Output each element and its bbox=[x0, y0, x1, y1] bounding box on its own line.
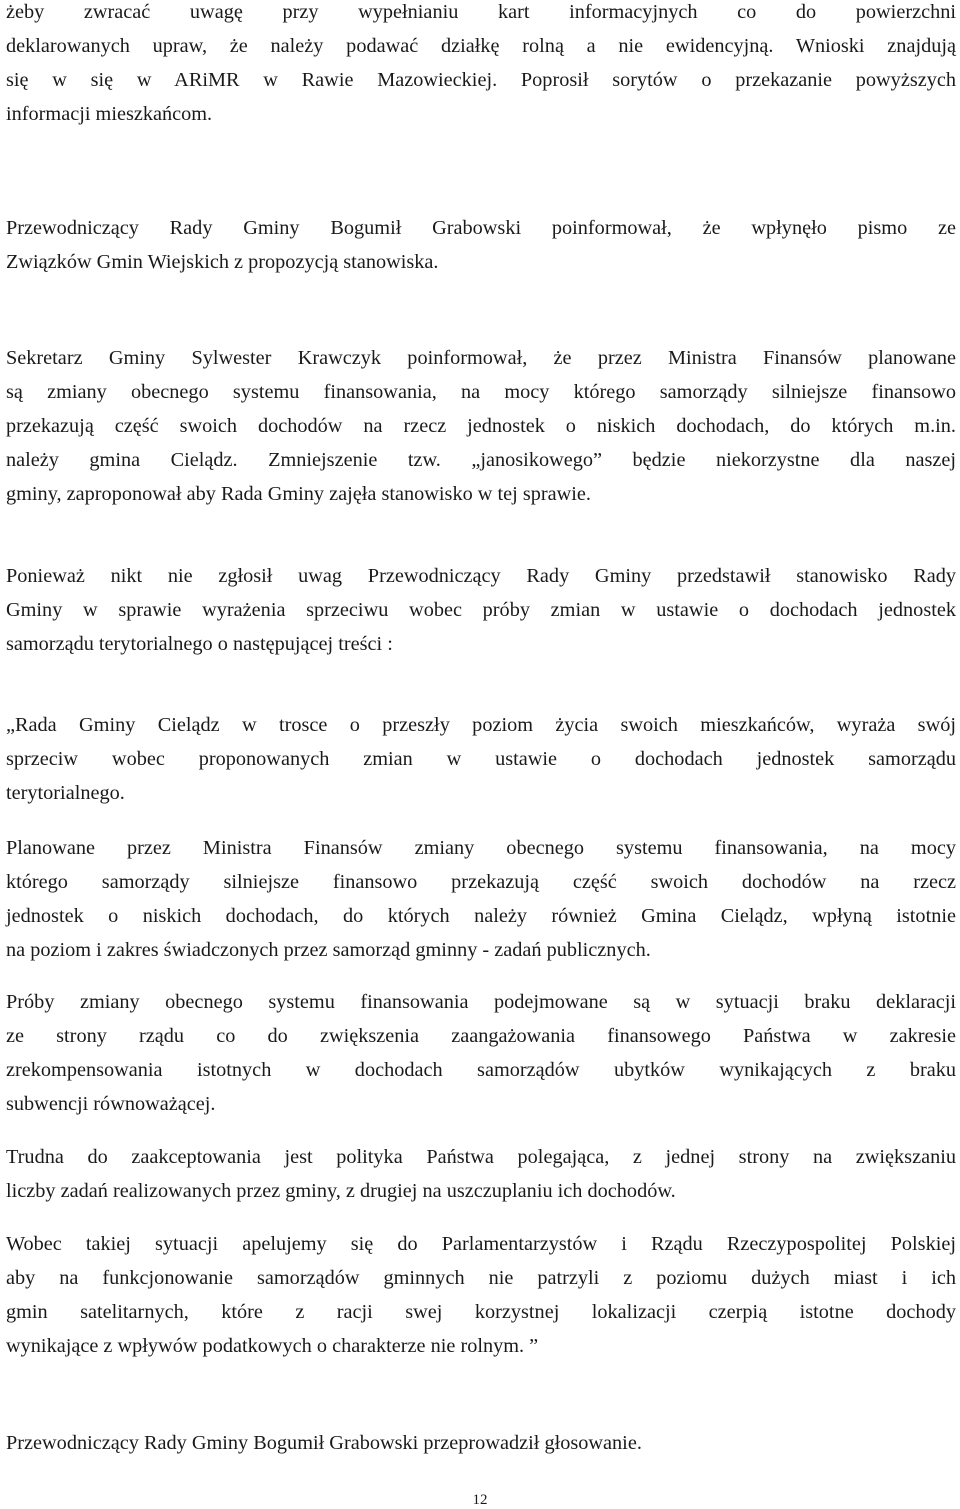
text-line: ze strony rządu co do zwiększenia zaangażowania finansowego Państwa w zakresie bbox=[6, 1025, 956, 1047]
text-line: Ponieważ nikt nie zgłosił uwag Przewodniczący Rady Gminy przedstawił stanowisko Rady bbox=[6, 565, 956, 587]
text-line: zrekompensowania istotnych w dochodach samorządów ubytków wynikających z braku bbox=[6, 1059, 956, 1081]
text-line: deklarowanych upraw, że należy podawać działkę rolną a nie ewidencyjną. Wnioski znajdują bbox=[6, 35, 956, 57]
paragraph-5-quote bbox=[6, 713, 956, 815]
paragraph-6 bbox=[6, 836, 956, 972]
text-line: subwencji równoważącej. bbox=[6, 1093, 216, 1115]
text-line: żeby zwracać uwagę przy wypełnianiu kart informacyjnych co do powierzchni bbox=[6, 1, 956, 23]
text-line: samorządu terytorialnego o następującej treści : bbox=[6, 633, 393, 655]
text-line: Przewodniczący Rady Gminy Bogumił Grabowski poinformował, że wpłynęło pismo ze bbox=[6, 217, 956, 239]
paragraph-2 bbox=[6, 216, 956, 284]
paragraph-7 bbox=[6, 990, 956, 1126]
text-line: liczby zadań realizowanych przez gminy, z drugiej na uszczuplaniu ich dochodów. bbox=[6, 1180, 676, 1202]
text-line: Przewodniczący Rady Gminy Bogumił Grabowski przeprowadził głosowanie. bbox=[6, 1432, 642, 1454]
text-line: gminy, zaproponował aby Rada Gminy zajęła stanowisko w tej sprawie. bbox=[6, 483, 591, 505]
text-line: aby na funkcjonowanie samorządów gminnych nie patrzyli z poziomu dużych miast i ich bbox=[6, 1267, 956, 1289]
text-line: przekazują część swoich dochodów na rzecz jednostek o niskich dochodach, do których m.in. bbox=[6, 415, 956, 437]
text-line: informacji mieszkańcom. bbox=[6, 103, 213, 125]
paragraph-10 bbox=[6, 1431, 956, 1465]
text-line: gmin satelitarnych, które z racji swej korzystnej lokalizacji czerpią istotne dochody bbox=[6, 1301, 956, 1323]
text-line: na poziom i zakres świadczonych przez samorząd gminny - zadań publicznych. bbox=[6, 939, 651, 961]
paragraph-8 bbox=[6, 1145, 956, 1213]
text-line: wynikające z wpływów podatkowych o charakterze nie rolnym. ” bbox=[6, 1335, 539, 1357]
text-line: terytorialnego. bbox=[6, 782, 125, 804]
text-line: są zmiany obecnego systemu finansowania, na mocy którego samorządy silniejsze finansowo bbox=[6, 381, 956, 403]
text-line: Próby zmiany obecnego systemu finansowania podejmowane są w sytuacji braku deklaracji bbox=[6, 991, 956, 1013]
paragraph-9 bbox=[6, 1232, 956, 1368]
text-line: Wobec takiej sytuacji apelujemy się do Parlamentarzystów i Rządu Rzeczypospolitej Polskiej bbox=[6, 1233, 956, 1255]
text-line: Trudna do zaakceptowania jest polityka Państwa polegająca, z jednej strony na zwiększaniu bbox=[6, 1146, 956, 1168]
paragraph-1 bbox=[6, 0, 956, 136]
text-line: „Rada Gminy Cielądz w trosce o przeszły poziom życia swoich mieszkańców, wyraża swój bbox=[6, 714, 956, 736]
text-line: Planowane przez Ministra Finansów zmiany obecnego systemu finansowania, na mocy bbox=[6, 837, 956, 859]
page-number: 12 bbox=[472, 1492, 488, 1508]
text-line: Sekretarz Gminy Sylwester Krawczyk poinformował, że przez Ministra Finansów planowane bbox=[6, 347, 956, 369]
text-line: którego samorządy silniejsze finansowo przekazują część swoich dochodów na rzecz bbox=[6, 871, 956, 893]
text-line: sprzeciw wobec proponowanych zmian w ustawie o dochodach jednostek samorządu bbox=[6, 748, 956, 770]
text-line: jednostek o niskich dochodach, do których należy również Gmina Cielądz, wpłyną istotnie bbox=[6, 905, 956, 927]
text-line: należy gmina Cielądz. Zmniejszenie tzw. „janosikowego” będzie niekorzystne dla naszej bbox=[6, 449, 956, 471]
paragraph-3 bbox=[6, 346, 956, 516]
text-line: Gminy w sprawie wyrażenia sprzeciwu wobec próby zmian w ustawie o dochodach jednostek bbox=[6, 599, 956, 621]
text-line: Związków Gmin Wiejskich z propozycją stanowiska. bbox=[6, 251, 439, 273]
paragraph-4 bbox=[6, 564, 956, 666]
text-line: się w się w ARiMR w Rawie Mazowieckiej. Poprosił sorytów o przekazanie powyższych bbox=[6, 69, 956, 91]
